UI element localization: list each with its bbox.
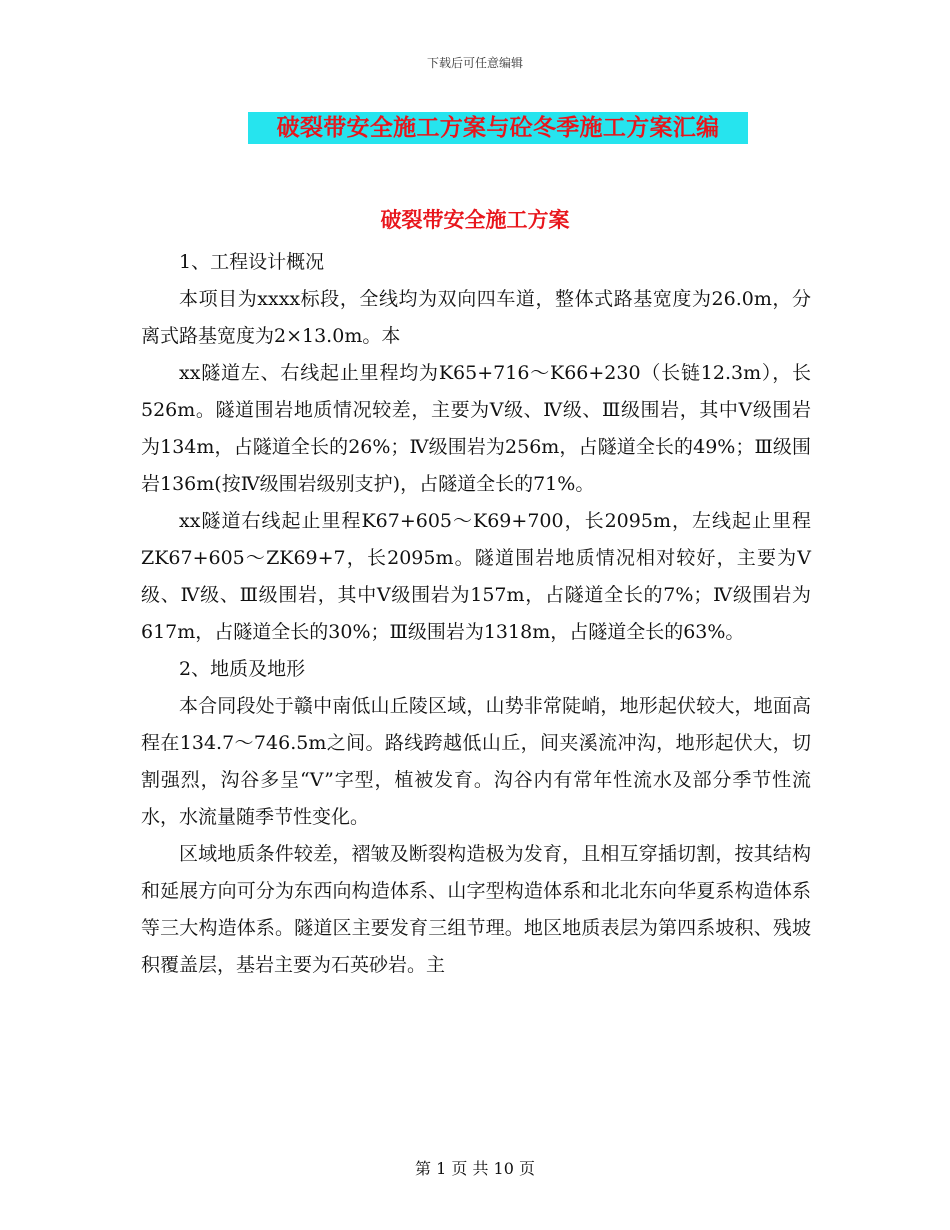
section-title: 破裂带安全施工方案 [380, 207, 570, 232]
document-body [141, 244, 811, 984]
main-title: 破裂带安全施工方案与砼冬季施工方案汇编 [248, 112, 748, 144]
paragraph-terrain: 本合同段处于赣中南低山丘陵区域，山势非常陡峭，地形起伏较大，地面高程在134.7～746.5m之间。路线跨越低山丘，间夹溪流冲沟，地形起伏大，切割强烈，沟谷多呈“V”字型，植被发育。沟谷内有常年性流水及部分季节性流水，水流量随季节性变化。 [141, 695, 811, 828]
paragraph-tunnel-two: xx隧道右线起止里程K67+605～K69+700，长2095m，左线起止里程ZK67+605～ZK69+7，长2095m。隧道围岩地质情况相对较好，主要为Ⅴ级、Ⅳ级、Ⅲ级围岩，其中Ⅴ级围岩为157m，占隧道全长的7%；Ⅳ级围岩为617m，占隧道全长的30%；Ⅲ级围岩为1318m，占隧道全长的63%。 [141, 510, 811, 643]
paragraph-geology: 区域地质条件较差，褶皱及断裂构造极为发育，且相互穿插切割，按其结构和延展方向可分为东西向构造体系、山字型构造体系和北北东向华夏系构造体系等三大构造体系。隧道区主要发育三组节理。地区地质表层为第四系坡积、残坡积覆盖层，基岩主要为石英砂岩。主 [141, 843, 811, 976]
heading-project-overview: 1、工程设计概况 [179, 251, 325, 273]
heading-geology-terrain: 2、地质及地形 [179, 658, 306, 680]
paragraph-tunnel-one: xx隧道左、右线起止里程均为K65+716～K66+230（长链12.3m），长526m。隧道围岩地质情况较差，主要为Ⅴ级、Ⅳ级、Ⅲ级围岩，其中Ⅴ级围岩为134m，占隧道全长的26%；Ⅳ级围岩为256m，占隧道全长的49%；Ⅲ级围岩136m(按Ⅳ级围岩级别支护)，占隧道全长的71%。 [141, 362, 811, 495]
header-note: 下载后可任意编辑 [426, 56, 523, 70]
page-footer: 第 1 页 共 10 页 [415, 1159, 535, 1178]
paragraph-project-scope: 本项目为xxxx标段，全线均为双向四车道，整体式路基宽度为26.0m，分离式路基宽度为2×13.0m。本 [141, 288, 811, 347]
